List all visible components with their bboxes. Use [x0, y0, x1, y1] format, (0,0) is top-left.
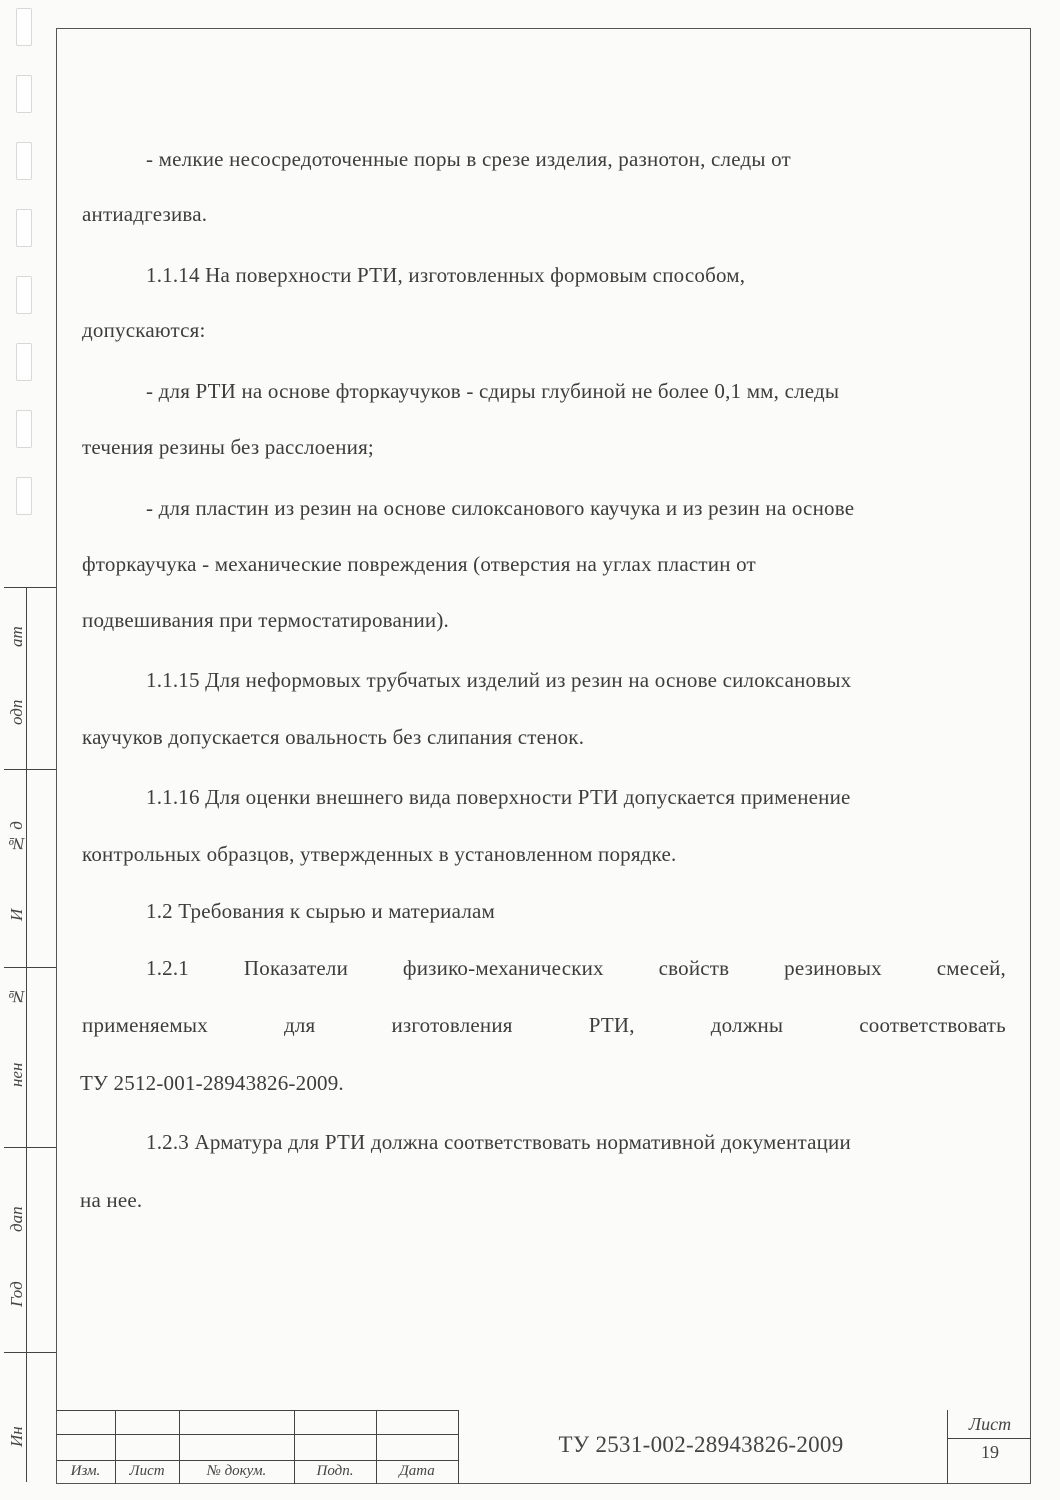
text-line: допускаются: — [82, 318, 206, 342]
word: для — [283, 1013, 316, 1037]
binder-hole — [16, 410, 32, 448]
text-line: - мелкие несосредоточенные поры в срезе изделия, разнотон, следы от — [146, 147, 791, 171]
word: РТИ, — [588, 1013, 635, 1037]
word: 1.2.1 — [146, 956, 189, 980]
binder-hole — [16, 142, 32, 180]
text-line: 1.1.15 Для неформовых трубчатых изделий из резин на основе силоксановых — [146, 668, 852, 692]
word: Показатели — [243, 956, 349, 980]
word: свойств — [658, 956, 730, 980]
side-strip-divider — [4, 769, 56, 770]
binder-hole — [16, 8, 32, 46]
text-line: 1.2.3 Арматура для РТИ должна соответствовать нормативной документации — [146, 1130, 851, 1154]
text-line: на нее. — [80, 1188, 143, 1212]
title-block-line — [56, 1460, 458, 1461]
justified-line — [146, 956, 1006, 981]
text-line: подвешивания при термостатировании). — [82, 608, 449, 632]
caption-signature: Подп. — [316, 1463, 354, 1479]
title-block — [56, 1410, 1031, 1484]
side-strip-label: № д — [7, 821, 26, 853]
side-strip-divider — [4, 1147, 56, 1148]
side-strip-divider — [4, 967, 56, 968]
binder-hole — [16, 477, 32, 515]
side-strip-label: одп — [7, 699, 26, 725]
side-strip-label: Ин — [7, 1426, 26, 1448]
word: резиновых — [784, 956, 882, 980]
text-line: 1.1.16 Для оценки внешнего вида поверхности РТИ допускается применение — [146, 785, 851, 809]
side-strip-divider — [4, 1352, 56, 1353]
text-line: 1.1.14 На поверхности РТИ, изготовленных формовым способом, — [146, 263, 746, 287]
text-line: ТУ 2512-001-28943826-2009. — [80, 1071, 344, 1095]
side-strip-label: № — [7, 987, 26, 1007]
text-line: контрольных образцов, утвержденных в установленном порядке. — [82, 842, 677, 866]
caption-change: Изм. — [70, 1463, 101, 1479]
binder-hole — [16, 75, 32, 113]
side-strip-label: Год — [7, 1281, 26, 1308]
word: применяемых — [82, 1013, 208, 1037]
word: физико-механических — [402, 956, 604, 980]
word: должны — [710, 1013, 784, 1037]
text-line: - для пластин из резин на основе силоксанового каучука и из резин на основе — [146, 496, 855, 520]
section-heading: 1.2 Требования к сырью и материалам — [146, 899, 496, 923]
text-line: течения резины без расслоения; — [82, 435, 374, 459]
binder-hole — [16, 276, 32, 314]
binder-holes — [12, 0, 34, 560]
text-line: - для РТИ на основе фторкаучуков - сдиры глубиной не более 0,1 мм, следы — [146, 379, 840, 403]
side-strip-value-column — [27, 587, 57, 1482]
side-strip-divider — [4, 587, 56, 588]
justified-line — [82, 1013, 1006, 1038]
title-block-line — [56, 1410, 458, 1411]
sheet-number: 19 — [981, 1442, 999, 1462]
title-block-line — [947, 1410, 948, 1484]
word: изготовления — [391, 1013, 513, 1037]
word: смесей, — [936, 956, 1006, 980]
side-stamp-strip — [4, 587, 56, 1482]
title-block-line — [947, 1438, 1031, 1439]
binder-hole — [16, 343, 32, 381]
document-code: ТУ 2531-002-28943826-2009 — [558, 1432, 844, 1457]
text-line: каучуков допускается овальность без слипания стенок. — [82, 725, 585, 749]
title-block-line — [56, 1434, 458, 1435]
page-frame — [56, 28, 1031, 1484]
text-line: фторкаучука - механические повреждения (отверстия на углах пластин от — [82, 552, 756, 576]
side-strip-label: ат — [7, 626, 26, 648]
word: соответствовать — [859, 1013, 1006, 1037]
side-strip-label: дап — [7, 1206, 26, 1233]
caption-doc-number: № докум. — [206, 1463, 267, 1479]
sheet-label: Лист — [968, 1414, 1012, 1434]
binder-hole — [16, 209, 32, 247]
caption-sheet: Лист — [129, 1463, 165, 1479]
side-strip-label: нен — [7, 1062, 26, 1087]
caption-date: Дата — [399, 1463, 435, 1479]
side-strip-label: И — [7, 908, 26, 921]
text-line: антиадгезива. — [82, 202, 208, 226]
